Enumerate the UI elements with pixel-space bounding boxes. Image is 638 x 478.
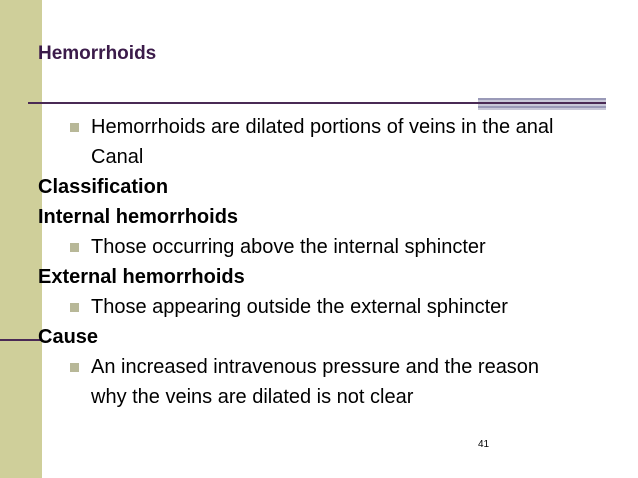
square-bullet-icon [70, 363, 79, 372]
bullet-text-continued: why the veins are dilated is not clear [91, 386, 414, 408]
section-heading-cause: Cause [38, 326, 99, 348]
square-bullet-icon [70, 123, 79, 132]
bullet-item [38, 232, 598, 262]
section-heading-internal: Internal hemorrhoids [38, 206, 239, 228]
slide-title: Hemorrhoids [38, 43, 157, 64]
bullet-item [38, 292, 598, 322]
bullet-item [38, 112, 598, 172]
bullet-text: An increased intravenous pressure and the reason [91, 356, 540, 378]
square-bullet-icon [70, 243, 79, 252]
left-decorative-band [0, 0, 42, 478]
slide-body [38, 112, 598, 412]
section-heading-external: External hemorrhoids [38, 266, 245, 288]
bullet-text: Those appearing outside the external sphincter [91, 296, 508, 318]
title-divider-accent [478, 98, 606, 110]
bullet-text-continued: Canal [91, 146, 144, 168]
square-bullet-icon [70, 303, 79, 312]
bullet-item [38, 352, 598, 412]
section-heading-classification: Classification [38, 176, 169, 198]
bullet-text: Those occurring above the internal sphincter [91, 236, 486, 258]
title-divider-accent-line [478, 102, 606, 104]
bullet-text: Hemorrhoids are dilated portions of veins in the anal [91, 116, 554, 138]
left-band-tick [0, 339, 42, 341]
page-number: 41 [478, 439, 490, 450]
